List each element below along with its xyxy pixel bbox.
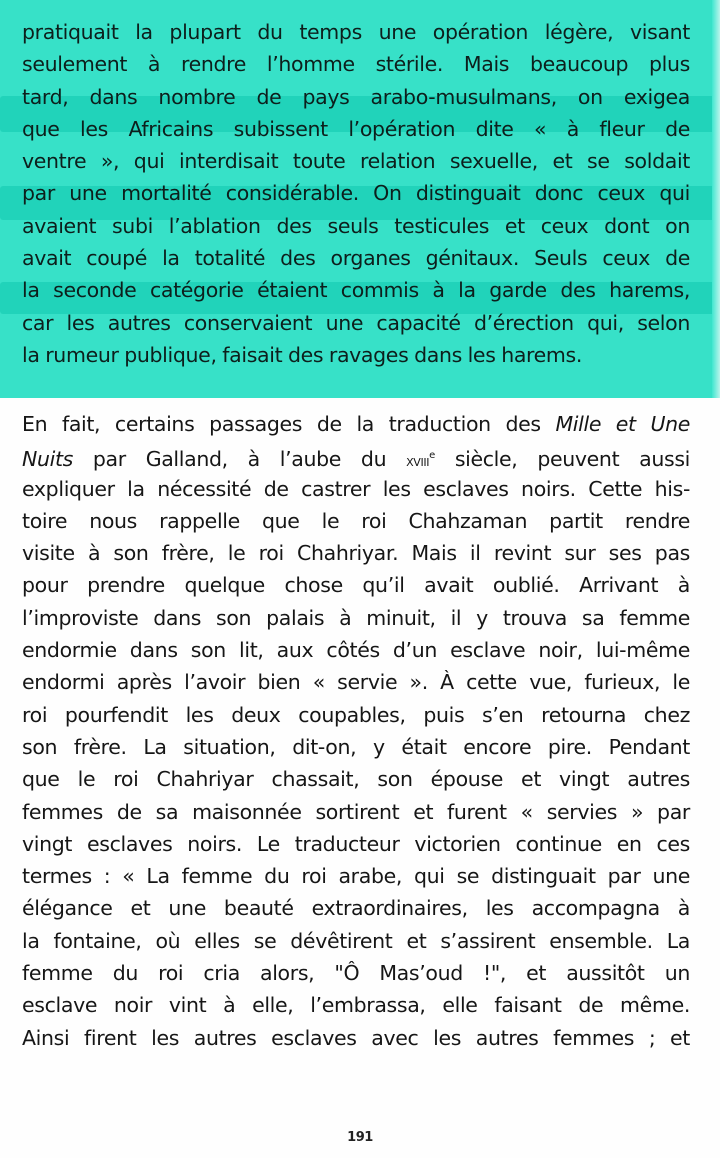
text-line: l’improviste dans son palais à minuit, il y trouva sa femme bbox=[22, 605, 690, 630]
text-line: avait coupé la totalité des organes génitaux. Seuls ceux de bbox=[22, 246, 690, 271]
text-line: tard, dans nombre de pays arabo-musulmans, on exigea bbox=[22, 84, 690, 109]
text-line: seulement à rendre l’homme stérile. Mais beaucoup plus bbox=[22, 52, 690, 77]
page-number: 191 bbox=[347, 1130, 373, 1145]
body-paragraph bbox=[22, 408, 690, 1054]
text-line: toire nous rappelle que le roi Chahzaman partit rendre bbox=[22, 508, 690, 533]
text-line: visite à son frère, le roi Chahriyar. Mais il revint sur ses pas bbox=[22, 541, 690, 566]
century-smallcaps: xviii bbox=[406, 452, 430, 471]
text-run: En fait, certains passages de la traduction des bbox=[22, 412, 556, 436]
text-line: termes : « La femme du roi arabe, qui se distinguait par une bbox=[22, 864, 690, 889]
text-line: que le roi Chahriyar chassait, son épouse et vingt autres bbox=[22, 767, 690, 792]
highlight-edge bbox=[712, 0, 720, 398]
text-line: femme du roi cria alors, "Ô Mas’oud !", et aussitôt un bbox=[22, 961, 690, 986]
text-line: la rumeur publique, faisait des ravages dans les harems. bbox=[22, 342, 583, 367]
text-line: Ainsi firent les autres esclaves avec les autres femmes ; et bbox=[22, 1025, 690, 1050]
book-title-italic: Nuits bbox=[22, 447, 73, 472]
text-line: ventre », qui interdisait toute relation sexuelle, et se soldait bbox=[22, 149, 690, 174]
text-line: esclave noir vint à elle, l’embrassa, elle faisant de même. bbox=[22, 993, 690, 1018]
text-line: élégance et une beauté extraordinaires, les accompagna à bbox=[22, 896, 690, 921]
text-line: endormie dans son lit, aux côtés d’un esclave noir, lui-même bbox=[22, 638, 690, 663]
text-line: la fontaine, où elles se dévêtirent et s’assirent ensemble. La bbox=[22, 928, 690, 953]
text-line: car les autres conservaient une capacité d’érection qui, selon bbox=[22, 310, 690, 335]
text-line: pratiquait la plupart du temps une opération légère, visant bbox=[22, 20, 690, 44]
text-line: son frère. La situation, dit-on, y était encore pire. Pendant bbox=[22, 734, 690, 759]
text-line: pour prendre quelque chose qu’il avait oublié. Arrivant à bbox=[22, 573, 690, 598]
text-line: endormi après l’avoir bien « servie ». À cette vue, furieux, le bbox=[22, 670, 690, 695]
text-line: femmes de sa maisonnée sortirent et furent « servies » par bbox=[22, 799, 690, 824]
text-line: par une mortalité considérable. On distinguait donc ceux qui bbox=[22, 181, 690, 206]
text-run: par Galland, à l’aube du bbox=[73, 447, 407, 472]
text-run: siècle, peuvent aussi bbox=[434, 447, 690, 472]
text-line: vingt esclaves noirs. Le traducteur victorien continue en ces bbox=[22, 831, 690, 856]
text-line: que les Africains subissent l’opération dite « à fleur de bbox=[22, 116, 690, 141]
text-line: expliquer la nécessité de castrer les esclaves noirs. Cette his- bbox=[22, 476, 690, 501]
text-line bbox=[22, 408, 690, 440]
text-line: avaient subi l’ablation des seuls testicules et ceux dont on bbox=[22, 213, 690, 238]
text-line: roi pourfendit les deux coupables, puis s’en retourna chez bbox=[22, 702, 690, 727]
century-superscript: e bbox=[429, 450, 435, 462]
text-line: la seconde catégorie étaient commis à la garde des harems, bbox=[22, 278, 690, 303]
text-line bbox=[22, 440, 690, 472]
book-title-italic: Mille et Une bbox=[555, 412, 691, 436]
highlighted-paragraph bbox=[22, 16, 690, 371]
